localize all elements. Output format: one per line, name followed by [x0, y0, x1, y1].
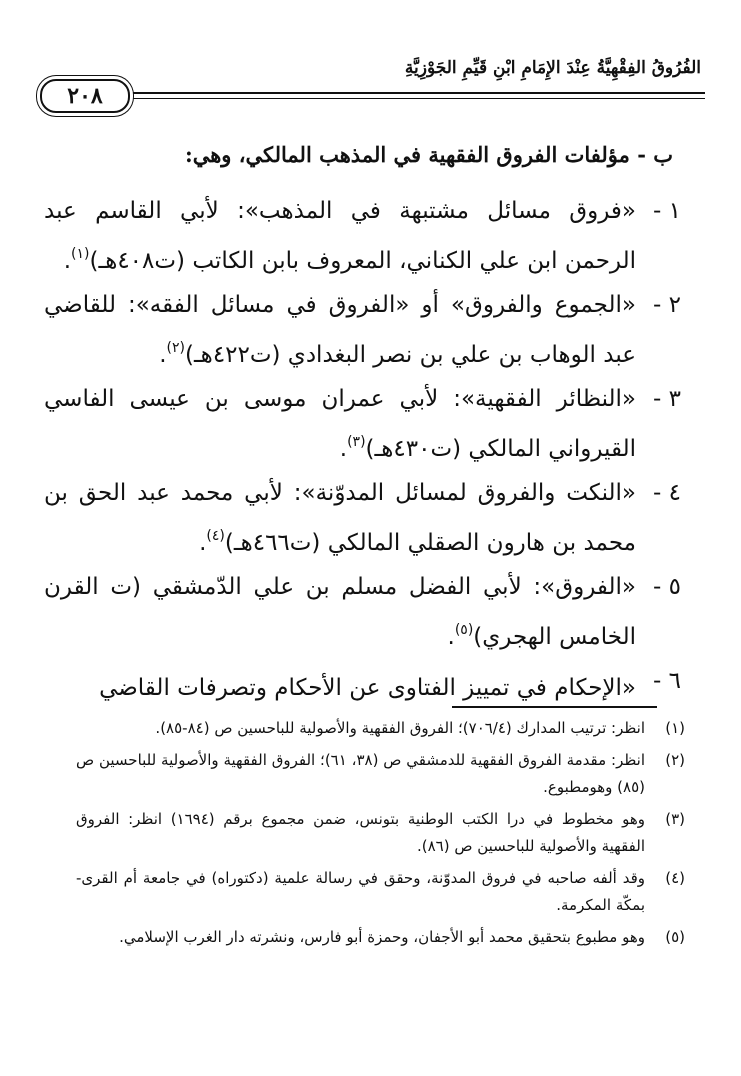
- footnote-ref: (٣): [347, 434, 366, 450]
- item-number: ٣ -: [653, 386, 681, 412]
- footnote-number: (١): [665, 719, 685, 737]
- footnote-ref: (٢): [166, 340, 185, 356]
- footnote-number: (٥): [665, 928, 685, 946]
- list-item: [44, 566, 681, 659]
- item-text: «النكت والفروق لمسائل المدوّنة»: لأبي محمد عبد الحق بن محمد بن هارون الصقلي المالكي (ت٤٦٦هـ)$^{(٤)}$.: [44, 480, 636, 556]
- item-number: ٢ -: [653, 292, 681, 318]
- footnote-number: (٤): [665, 869, 685, 887]
- footnote-number: (٢): [665, 751, 685, 769]
- running-title: الفُرُوقُ الفِقْهِيَّةُ عِنْدَ الإِمَامِ ابْنِ قَيِّمِ الجَوْزِيَّةِ: [404, 58, 701, 78]
- footnote: [76, 924, 685, 951]
- item-text: «الإحكام في تمييز الفتاوى عن الأحكام وتصرفات القاضي: [99, 675, 636, 701]
- footnote-text: وهو مطبوع بتحقيق محمد أبو الأجفان، وحمزة أبو فارس، ونشرته دار الغرب الإسلامي.: [119, 928, 645, 946]
- footnote-ref: (٤): [206, 528, 225, 544]
- page-number: ٢٠٨: [67, 83, 103, 109]
- footnote-separator: [452, 706, 657, 708]
- item-text: «الفروق»: لأبي الفضل مسلم بن علي الدّمشقي (ت القرن الخامس الهجري)$^{(٥)}$.: [44, 574, 636, 650]
- item-text: «فروق مسائل مشتبهة في المذهب»: لأبي القاسم عبد الرحمن ابن علي الكناني، المعروف بابن الكاتب (ت٤٠٨هـ)$^{(١)}$.: [44, 198, 636, 274]
- item-number: ١ -: [653, 198, 681, 224]
- item-number: ٦ -: [653, 668, 681, 694]
- list-item: [44, 190, 681, 283]
- footnote-text: وهو مخطوط في درا الكتب الوطنية بتونس، ضمن مجموع برقم (١٦٩٤) انظر: الفروق الفقهية والأصولية للباحسين ص (٨٦).: [76, 810, 645, 855]
- footnote: [76, 806, 685, 860]
- list-item: [44, 660, 681, 710]
- page-number-badge: [40, 79, 130, 113]
- footnote: [76, 715, 685, 742]
- item-number: ٥ -: [653, 574, 681, 600]
- section-heading: ب - مؤلفات الفروق الفقهية في المذهب المالكي، وهي:: [184, 142, 673, 167]
- item-text: «الجموع والفروق» أو «الفروق في مسائل الفقه»: للقاضي عبد الوهاب بن علي بن نصر البغدادي (ت٤٢٢هـ)$^{(٢)}$.: [44, 292, 636, 368]
- item-text: «النظائر الفقهية»: لأبي عمران موسى بن عيسى الفاسي القيرواني المالكي (ت٤٣٠هـ)$^{(٣)}$.: [44, 386, 636, 462]
- list-item: [44, 472, 681, 565]
- item-number: ٤ -: [653, 480, 681, 506]
- footnote-text: وقد ألفه صاحبه في فروق المدوّنة، وحقق في رسالة علمية (دكتوراه) في جامعة أم القرى-بمكّة المكرمة.: [76, 869, 645, 914]
- footnote: [76, 865, 685, 919]
- list-item: [44, 284, 681, 377]
- footnote-ref: (١): [71, 246, 90, 262]
- footnote: [76, 747, 685, 801]
- works-list: [44, 190, 681, 711]
- header-rule: [40, 92, 705, 99]
- list-item: [44, 378, 681, 471]
- footnote-text: انظر: ترتيب المدارك (٧٠٦/٤)؛ الفروق الفقهية والأصولية للباحسين ص (٨٤-٨٥).: [155, 719, 645, 737]
- footnote-ref: (٥): [454, 622, 474, 638]
- footnote-number: (٣): [665, 810, 685, 828]
- footnote-text: انظر: مقدمة الفروق الفقهية للدمشقي ص (٣٨، ٦١)؛ الفروق الفقهية والأصولية للباحسين ص (٨٥) وهومطبوع.: [76, 751, 645, 796]
- footnotes: [76, 715, 685, 956]
